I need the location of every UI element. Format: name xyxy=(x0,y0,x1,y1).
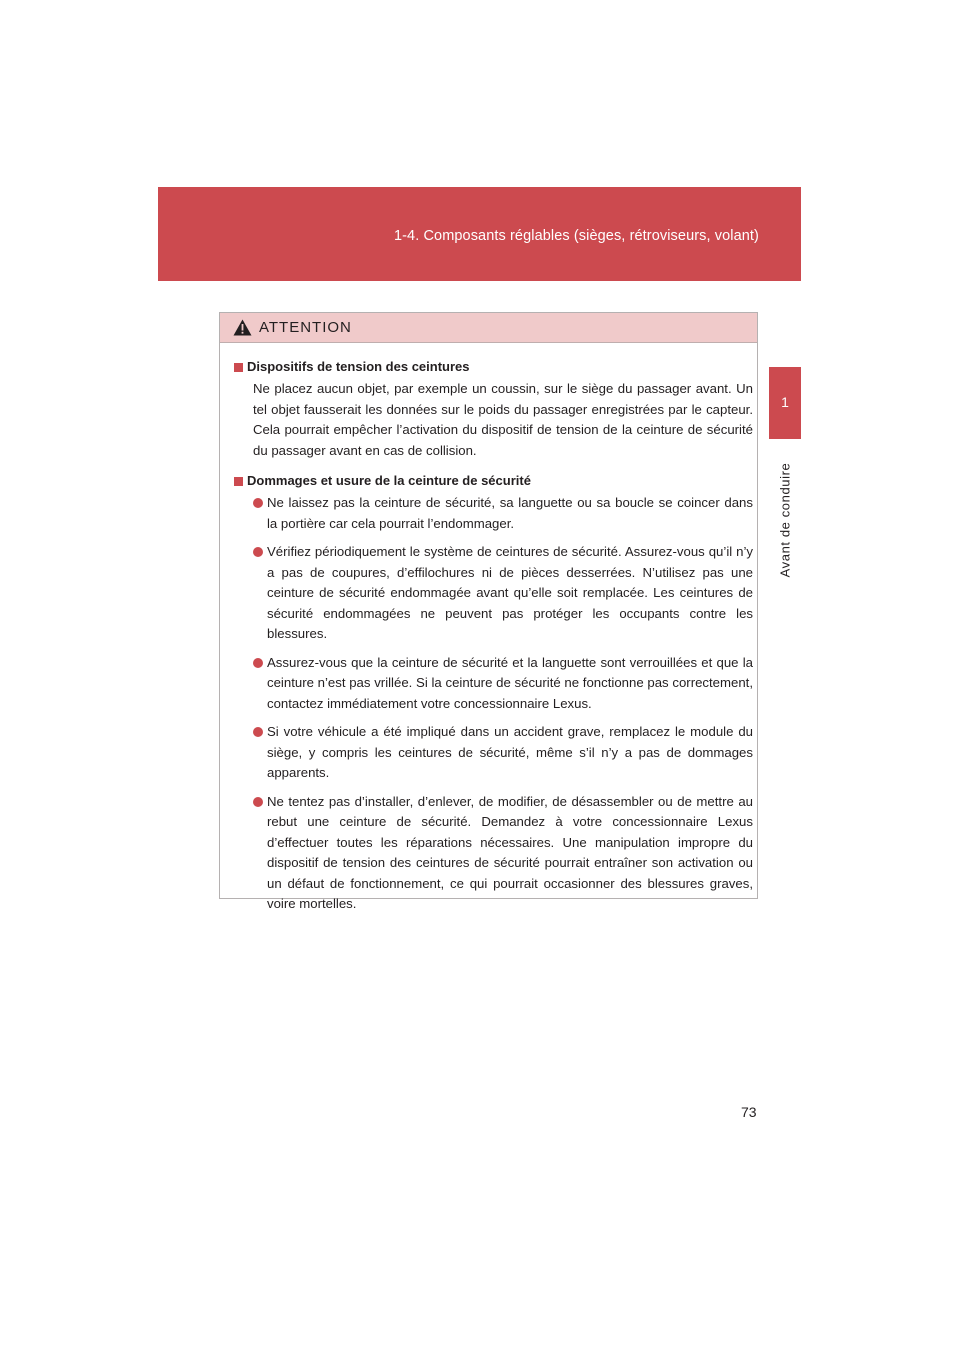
list-item-text: Vérifiez périodiquement le système de ceintures de sécurité. Assurez-vous qu’il n’y a pas de coupures, d’effilochures ni de pièces desserrées. N’utilisez pas une ceinture de sécurité endommagée avant qu’elle soit remplacée. Les ceintures de sécurité endommagées ne peuvent pas protéger les occupants contre les blessures. xyxy=(267,544,753,641)
bullet-dot-icon xyxy=(253,547,263,557)
list-item xyxy=(234,542,753,645)
square-bullet-icon xyxy=(234,477,243,486)
section-heading-text: Dommages et usure de la ceinture de sécurité xyxy=(247,473,531,488)
list-item xyxy=(234,653,753,715)
warning-box xyxy=(219,312,758,911)
chapter-header-band xyxy=(158,187,801,281)
section-heading-text: Dispositifs de tension des ceintures xyxy=(247,359,470,374)
list-item xyxy=(234,722,753,784)
warning-title: ATTENTION xyxy=(259,319,352,336)
warning-triangle-icon xyxy=(233,319,252,336)
chapter-number: 1 xyxy=(781,394,789,410)
section-heading-tension xyxy=(234,357,753,377)
warning-body xyxy=(220,343,757,915)
bullet-dot-icon xyxy=(253,727,263,737)
chapter-side-tab xyxy=(769,367,801,439)
chapter-side-label: Avant de conduire xyxy=(777,462,793,578)
list-item-text: Si votre véhicule a été impliqué dans un accident grave, remplacez le module du siège, y compris les ceintures de sécurité, même s’il n’y a pas de dommages apparents. xyxy=(267,724,753,780)
bullet-list xyxy=(234,493,753,915)
chapter-title: 1-4. Composants réglables (sièges, rétroviseurs, volant) xyxy=(393,228,759,244)
list-item-text: Ne tentez pas d’installer, d’enlever, de modifier, de désassembler ou de mettre au rebut une ceinture de sécurité. Demandez à votre concessionnaire Lexus d’effectuer toutes les réparations nécessaires. Une manipulation impropre du dispositif de tension des ceintures de sécurité pourrait entraîner son activation ou un défaut de fonctionnement, ce qui pourrait occasionner des blessures graves, voire mortelles. xyxy=(267,793,753,911)
bullet-dot-icon xyxy=(253,498,263,508)
bullet-dot-icon xyxy=(253,797,263,807)
section-paragraph: Ne placez aucun objet, par exemple un coussin, sur le siège du passager avant. Un tel objet fausserait les données sur le poids du passager enregistrées par le capteur. Cela pourrait empêcher l’activation du dispositif de tension de la ceinture de sécurité du passager avant en cas de collision. xyxy=(253,381,753,458)
square-bullet-icon xyxy=(234,363,243,372)
page-number: 73 xyxy=(741,1104,757,1120)
list-item xyxy=(234,493,753,534)
list-item-text: Assurez-vous que la ceinture de sécurité et la languette sont verrouillées et que la ceinture n’est pas vrillée. Si la ceinture de sécurité ne fonctionne pas correctement, contactez immédiatement votre concessionnaire Lexus. xyxy=(267,654,753,711)
warning-header xyxy=(220,313,757,343)
bullet-dot-icon xyxy=(253,658,263,668)
list-item xyxy=(234,792,753,915)
list-item-text: Ne laissez pas la ceinture de sécurité, sa languette ou sa boucle se coincer dans la portière car cela pourrait l’endommager. xyxy=(267,495,753,531)
section-heading-dommages xyxy=(234,471,753,491)
